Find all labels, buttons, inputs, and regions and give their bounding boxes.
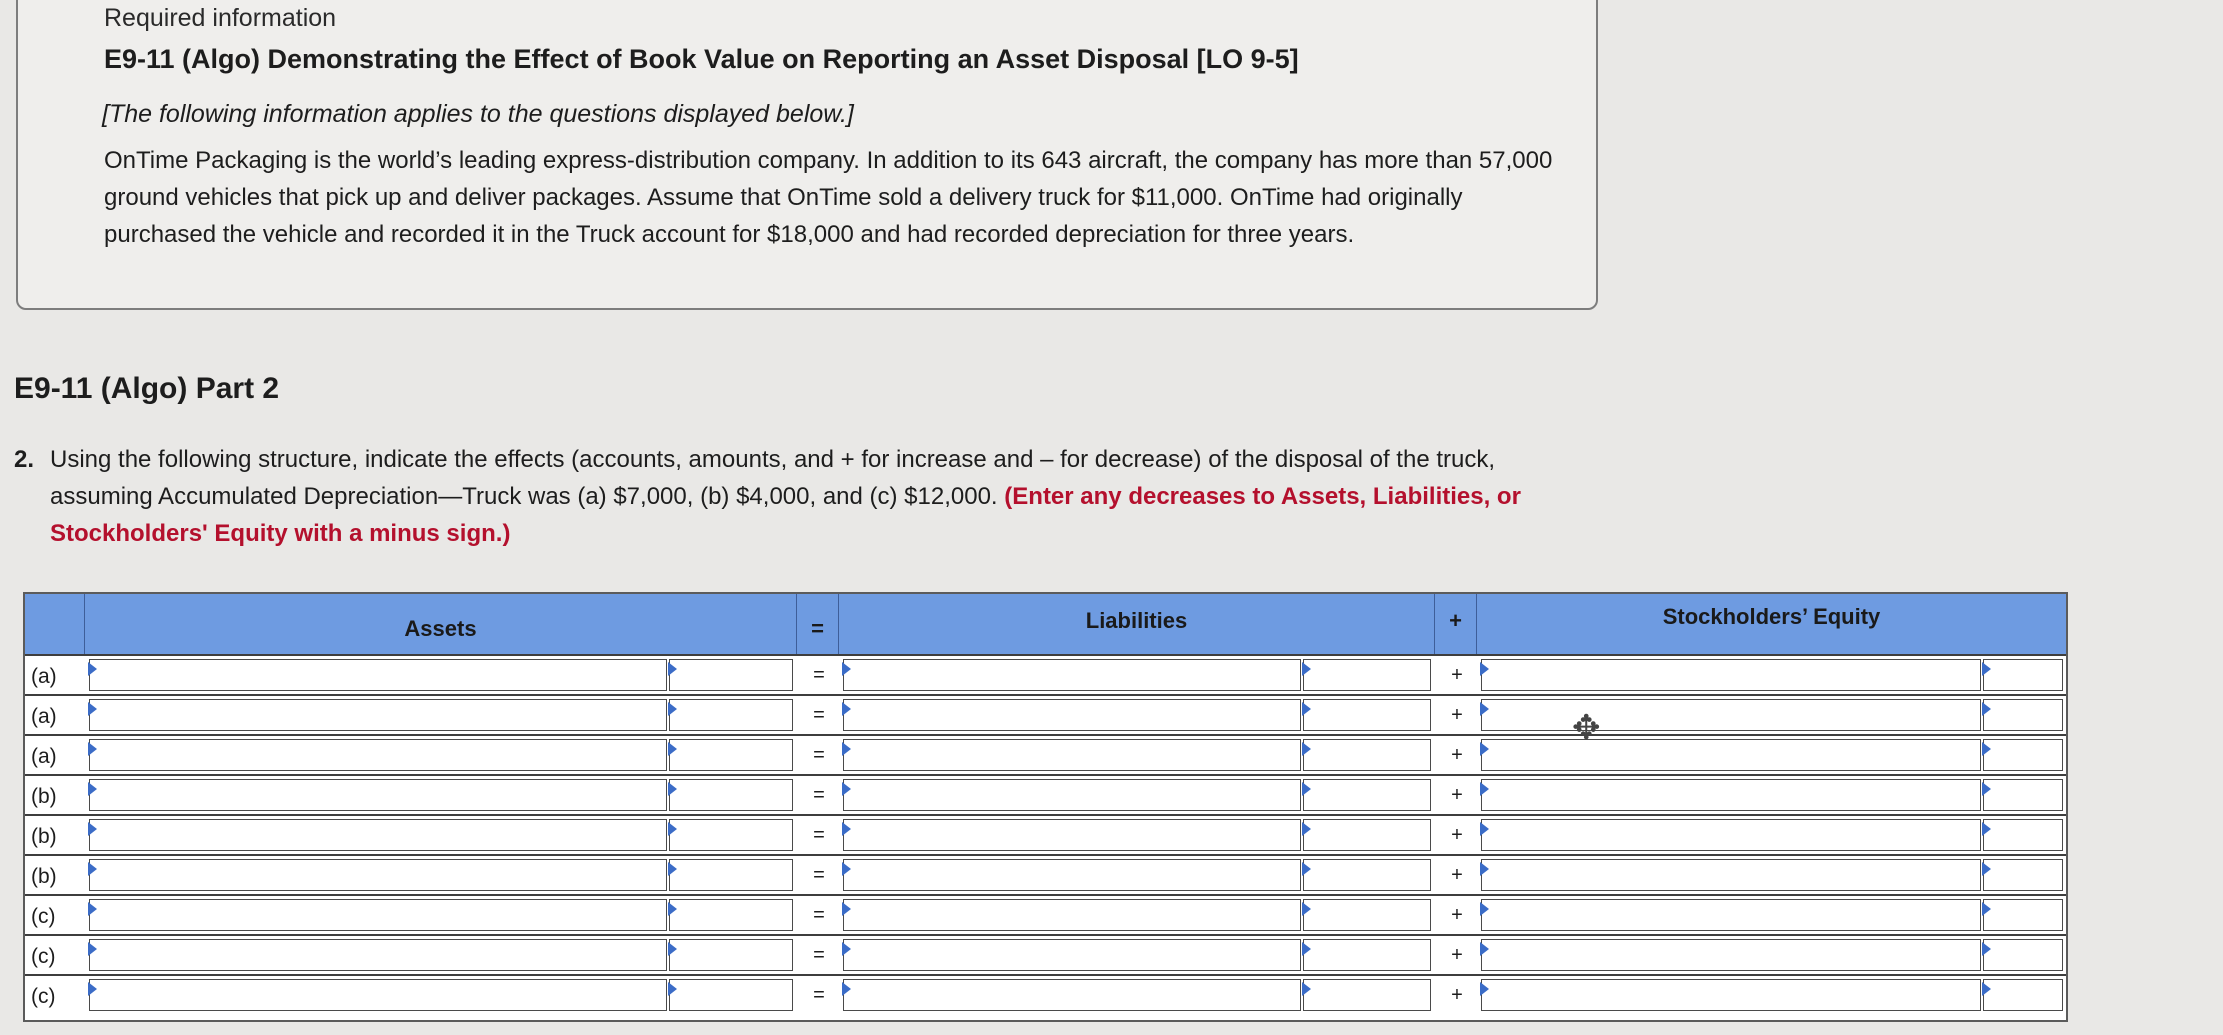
row-label: (c)	[31, 945, 56, 968]
equity-account-input[interactable]	[1481, 819, 1981, 851]
plus-sign: +	[1451, 984, 1463, 1006]
question-body: Using the following structure, indicate the effects (accounts, amounts, and + for increase and – for decrease) of the disposal of the truck, assuming Accumulated Depreciation—Truck was (a) $7,000, (b) $4,000, and (c) $12,000.	[50, 446, 1496, 510]
plus-sign: +	[1451, 864, 1463, 886]
table-row	[25, 734, 2066, 774]
equity-account-input[interactable]	[1481, 979, 1981, 1011]
assets-account-input[interactable]	[89, 739, 667, 771]
required-information-label: Required information	[104, 4, 337, 32]
assets-amount-input[interactable]	[669, 939, 793, 971]
header-blank	[25, 594, 85, 654]
liabilities-account-input[interactable]	[843, 699, 1301, 731]
equity-amount-input[interactable]	[1983, 779, 2063, 811]
liabilities-account-input[interactable]	[843, 739, 1301, 771]
equals-sign: =	[813, 824, 825, 846]
plus-sign: +	[1451, 944, 1463, 966]
liabilities-account-input[interactable]	[843, 779, 1301, 811]
liabilities-amount-input[interactable]	[1303, 699, 1431, 731]
liabilities-account-input[interactable]	[843, 979, 1301, 1011]
header-equals: =	[797, 594, 839, 654]
liabilities-amount-input[interactable]	[1303, 819, 1431, 851]
plus-sign: +	[1451, 784, 1463, 806]
table-row	[25, 774, 2066, 814]
equity-amount-input[interactable]	[1983, 659, 2063, 691]
liabilities-amount-input[interactable]	[1303, 899, 1431, 931]
plus-sign: +	[1451, 904, 1463, 926]
table-row	[25, 894, 2066, 934]
plus-sign: +	[1451, 704, 1463, 726]
equity-amount-input[interactable]	[1983, 819, 2063, 851]
liabilities-amount-input[interactable]	[1303, 659, 1431, 691]
plus-sign: +	[1451, 664, 1463, 686]
row-label: (a)	[31, 745, 57, 768]
assets-amount-input[interactable]	[669, 899, 793, 931]
equals-sign: =	[813, 704, 825, 726]
question-instruction: (Enter any decreases to Assets, Liabilities, or Stockholders' Equity with a minus sign.)	[50, 483, 1521, 547]
equals-sign: =	[813, 744, 825, 766]
row-label: (b)	[31, 785, 57, 808]
assets-account-input[interactable]	[89, 939, 667, 971]
liabilities-account-input[interactable]	[843, 859, 1301, 891]
liabilities-account-input[interactable]	[843, 939, 1301, 971]
assets-account-input[interactable]	[89, 819, 667, 851]
part-title: E9-11 (Algo) Part 2	[14, 372, 280, 405]
table-row	[25, 974, 2066, 1014]
equity-amount-input[interactable]	[1983, 979, 2063, 1011]
required-information-panel	[16, 0, 1598, 310]
row-label: (b)	[31, 825, 57, 848]
assets-account-input[interactable]	[89, 659, 667, 691]
row-label: (b)	[31, 865, 57, 888]
exercise-title: E9-11 (Algo) Demonstrating the Effect of Book Value on Reporting an Asset Disposal [LO 9-5]	[104, 44, 1299, 74]
header-assets: Assets	[85, 594, 797, 654]
assets-account-input[interactable]	[89, 859, 667, 891]
header-plus: +	[1435, 594, 1477, 654]
liabilities-amount-input[interactable]	[1303, 979, 1431, 1011]
equals-sign: =	[813, 984, 825, 1006]
row-label: (c)	[31, 985, 56, 1008]
equals-sign: =	[813, 904, 825, 926]
liabilities-account-input[interactable]	[843, 819, 1301, 851]
row-label: (a)	[31, 705, 57, 728]
equity-amount-input[interactable]	[1983, 739, 2063, 771]
scenario-paragraph: OnTime Packaging is the world’s leading express-distribution company. In addition to its 643 aircraft, the company has more than 57,000 ground vehicles that pick up and deliver packages. Assume that OnTime sold a delivery truck for $11,000. OnTime had originally purchased the vehicle and recorded it in the Truck account for $18,000 and had recorded depreciation for three years.	[104, 147, 1553, 248]
equity-account-input[interactable]	[1481, 739, 1981, 771]
equity-amount-input[interactable]	[1983, 699, 2063, 731]
liabilities-amount-input[interactable]	[1303, 939, 1431, 971]
assets-amount-input[interactable]	[669, 979, 793, 1011]
assets-account-input[interactable]	[89, 699, 667, 731]
row-label: (a)	[31, 665, 57, 688]
plus-sign: +	[1451, 824, 1463, 846]
equity-account-input[interactable]	[1481, 779, 1981, 811]
equals-sign: =	[813, 664, 825, 686]
equals-sign: =	[813, 784, 825, 806]
move-cursor-icon: ✥	[1572, 709, 1601, 747]
equity-amount-input[interactable]	[1983, 939, 2063, 971]
assets-amount-input[interactable]	[669, 819, 793, 851]
assets-amount-input[interactable]	[669, 859, 793, 891]
equity-account-input[interactable]	[1481, 699, 1981, 731]
table-row	[25, 814, 2066, 854]
table-row	[25, 854, 2066, 894]
question-number: 2.	[14, 446, 35, 473]
equity-amount-input[interactable]	[1983, 899, 2063, 931]
table-row	[25, 694, 2066, 734]
equity-account-input[interactable]	[1481, 659, 1981, 691]
liabilities-amount-input[interactable]	[1303, 779, 1431, 811]
info-note: [The following information applies to the questions displayed below.]	[102, 100, 854, 128]
row-label: (c)	[31, 905, 56, 928]
equity-account-input[interactable]	[1481, 899, 1981, 931]
equals-sign: =	[813, 864, 825, 886]
assets-account-input[interactable]	[89, 979, 667, 1011]
table-row	[25, 654, 2066, 694]
assets-amount-input[interactable]	[669, 659, 793, 691]
plus-sign: +	[1451, 744, 1463, 766]
liabilities-amount-input[interactable]	[1303, 739, 1431, 771]
header-liabilities: Liabilities	[839, 594, 1435, 654]
assets-account-input[interactable]	[89, 779, 667, 811]
assets-amount-input[interactable]	[669, 779, 793, 811]
liabilities-amount-input[interactable]	[1303, 859, 1431, 891]
accounting-equation-table	[23, 592, 2068, 1022]
header-stockholders-equity: Stockholders’ Equity	[1477, 594, 2066, 654]
liabilities-account-input[interactable]	[843, 659, 1301, 691]
equity-account-input[interactable]	[1481, 859, 1981, 891]
equals-sign: =	[813, 944, 825, 966]
equity-amount-input[interactable]	[1983, 859, 2063, 891]
table-row	[25, 934, 2066, 974]
assets-amount-input[interactable]	[669, 699, 793, 731]
liabilities-account-input[interactable]	[843, 899, 1301, 931]
assets-amount-input[interactable]	[669, 739, 793, 771]
question-text	[50, 441, 1600, 552]
equity-account-input[interactable]	[1481, 939, 1981, 971]
assets-account-input[interactable]	[89, 899, 667, 931]
